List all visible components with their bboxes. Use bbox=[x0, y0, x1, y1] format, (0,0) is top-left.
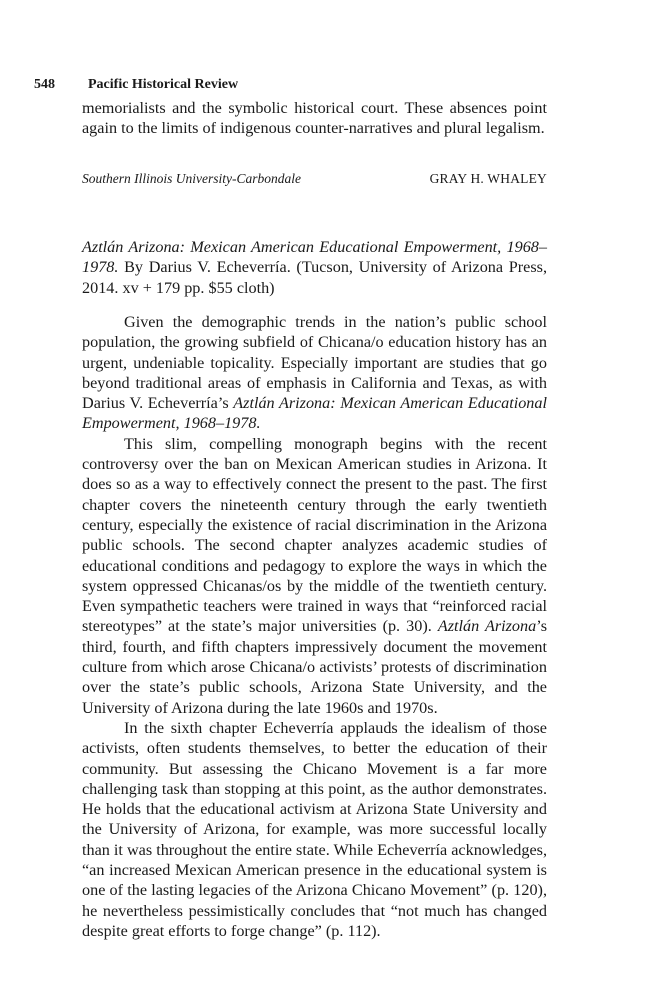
reviewer-name: GRAY H. WHALEY bbox=[429, 171, 547, 186]
paragraph-2-title: Aztlán Arizona bbox=[437, 617, 537, 636]
paragraph-3: In the sixth chapter Echeverría applauds the idealism of those activists, often students themselves, to better the education of their community. But assessing the Chicano Movement is a far more challenging task than stopping at this point, as the author demonstrates. He holds that the educational activism at Arizona State University and the University of Arizona, for example, was more successful locally than it was throughout the entire state. While Echeverría acknowledges, “an increased Mexican American presence in the educational system is one of the lasting legacies of the Arizona Chicano Movement” (p. 120), he nevertheless pessimistically concludes that “not much has changed despite great efforts to forge change” (p. 112). bbox=[82, 718, 547, 940]
book-title: Aztlán Arizona: Mexican American Educational Empowerment, 1968–1978. bbox=[82, 238, 547, 277]
paragraph-1-text: Given the demographic trends in the nation’s public school population, the growing subfield of Chicana/o education history has an urgent, undeniable topicality. Especially important are studies that go beyond traditional areas of emphasis in California and Texas, as with Darius V. Echeverría’s bbox=[82, 313, 547, 413]
paragraph-2-text-a: This slim, compelling monograph begins with the recent controversy over the ban on Mexican American studies in Arizona. It does so as a way to effectively connect the present to the past. The first chapter covers the nineteenth century through the early twentieth century, especially the existence of racial discrimination in the Arizona public schools. The second chapter analyzes academic studies of educational conditions and pedagogy to explore the ways in which the system oppressed Chicanas/os by the middle of the twentieth century. Even sympathetic teachers were trained in ways that “reinforced racial stereotypes” at the state’s major universities (p. 30). bbox=[82, 434, 547, 636]
page-number: 548 bbox=[34, 77, 55, 92]
journal-title: Pacific Historical Review bbox=[88, 77, 239, 92]
closing-paragraph: memorialists and the symbolic historical court. These absences point again to the limits of indigenous counter-narratives and plural legalism. bbox=[82, 99, 547, 138]
running-head bbox=[34, 76, 594, 94]
paragraph-2 bbox=[82, 434, 547, 718]
paragraph-2-text-b: ’s third, fourth, and fifth chapters impressively document the movement culture from which arose Chicana/o activists’ protests of discrimination over the state’s public schools, Arizona State University, and the University of Arizona during the late 1960s and 1970s. bbox=[82, 617, 548, 717]
reviewer-affiliation: Southern Illinois University-Carbondale bbox=[82, 171, 301, 186]
book-heading bbox=[82, 237, 547, 298]
paragraph-1 bbox=[82, 312, 547, 434]
book-citation: By Darius V. Echeverría. (Tucson, University of Arizona Press, 2014. xv + 179 pp. $55 cloth) bbox=[82, 258, 548, 297]
review-body bbox=[82, 312, 547, 941]
paragraph-1-title: Aztlán Arizona: Mexican American Educational Empowerment, 1968–1978. bbox=[82, 394, 547, 433]
previous-review-closing bbox=[82, 98, 547, 139]
reviewer-signature bbox=[82, 170, 547, 190]
